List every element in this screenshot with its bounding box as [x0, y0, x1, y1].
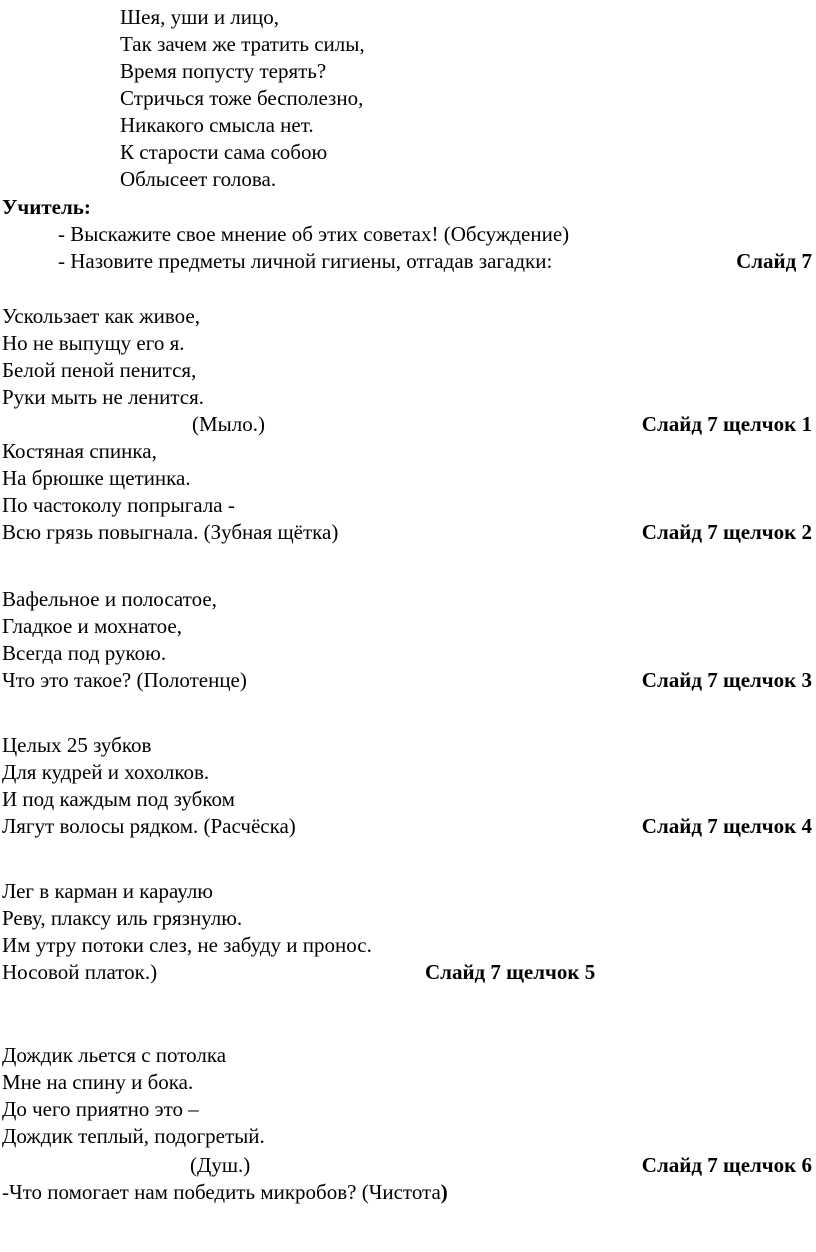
poem-line: Время попусту терять? — [120, 59, 327, 83]
riddle-line: Целых 25 зубков — [2, 733, 152, 757]
teacher-line: - Назовите предметы личной гигиены, отгадав загадки: — [58, 249, 553, 273]
riddle-line: Руки мыть не ленится. — [2, 385, 205, 409]
poem-line: Облысеет голова. — [120, 167, 277, 191]
riddle-line: Мне на спину и бока. — [2, 1070, 194, 1094]
slide-label: Слайд 7 щелчок 6 — [641, 1153, 812, 1177]
slide-label: Слайд 7 щелчок 2 — [641, 520, 812, 544]
riddle-answer: Всю грязь повыгнала. (Зубная щётка) — [2, 520, 339, 544]
riddle-answer: (Мыло.) — [192, 412, 265, 436]
riddle-line: Белой пеной пенится, — [2, 358, 197, 382]
riddle-answer: Что это такое? (Полотенце) — [2, 668, 247, 692]
poem-line: Никакого смысла нет. — [120, 113, 314, 137]
poem-line: Стричься тоже бесполезно, — [120, 86, 364, 110]
teacher-line: - Выскажите свое мнение об этих советах! (Обсуждение) — [58, 222, 570, 246]
slide-label: Слайд 7 щелчок 5 — [425, 960, 596, 984]
riddle-line: И под каждым под зубком — [2, 787, 235, 811]
riddle-answer: Лягут волосы рядком. (Расчёска) — [2, 814, 296, 838]
riddle-line: Костяная спинка, — [2, 439, 157, 463]
teacher-label: Учитель: — [2, 195, 91, 219]
riddle-answer: Носовой платок.) — [2, 960, 158, 984]
final-question-close: ) — [440, 1180, 448, 1204]
riddle-line: Но не выпущу его я. — [2, 331, 185, 355]
riddle-line: Для кудрей и хохолков. — [2, 760, 210, 784]
riddle-line: Дождик льется с потолка — [2, 1043, 227, 1067]
riddle-line: Ускользает как живое, — [2, 304, 200, 328]
poem-line: Шея, уши и лицо, — [120, 5, 280, 29]
riddle-line: Всегда под рукою. — [2, 641, 167, 665]
riddle-line: Гладкое и мохнатое, — [2, 614, 183, 638]
riddle-line: Дождик теплый, подогретый. — [2, 1124, 265, 1148]
final-question-text: -Что помогает нам победить микробов? (Чистота — [2, 1180, 441, 1204]
riddle-line: На брюшке щетинка. — [2, 466, 191, 490]
poem-line: Так зачем же тратить силы, — [120, 32, 365, 56]
riddle-line: По частоколу попрыгала - — [2, 493, 235, 517]
riddle-answer: (Душ.) — [190, 1153, 251, 1177]
slide-label: Слайд 7 щелчок 1 — [641, 412, 812, 436]
slide-label: Слайд 7 щелчок 3 — [641, 668, 812, 692]
slide-label: Слайд 7 — [736, 249, 812, 273]
poem-line: К старости сама собою — [120, 140, 328, 164]
riddle-line: Реву, плаксу иль грязнулю. — [2, 906, 243, 930]
riddle-line: Вафельное и полосатое, — [2, 587, 217, 611]
final-question — [2, 1179, 448, 1205]
riddle-line: До чего приятно это – — [2, 1097, 199, 1121]
riddle-line: Им утру потоки слез, не забуду и пронос. — [2, 933, 372, 957]
riddle-line: Лег в карман и караулю — [2, 879, 213, 903]
slide-label: Слайд 7 щелчок 4 — [641, 814, 812, 838]
